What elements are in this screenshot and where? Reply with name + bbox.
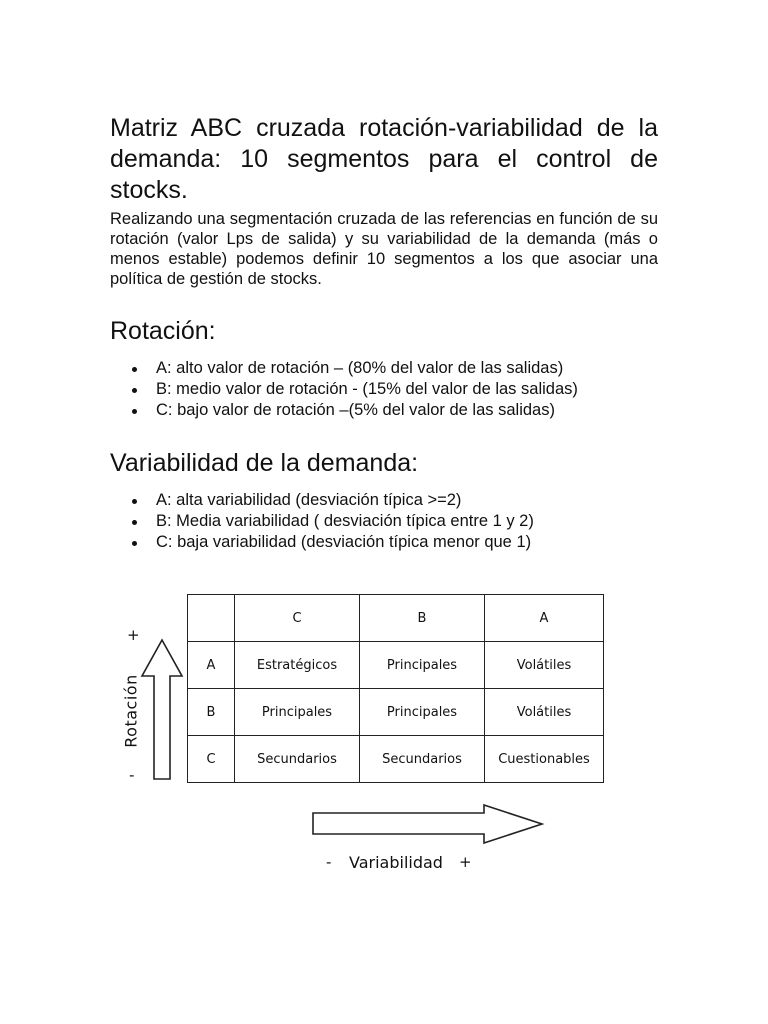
- rotacion-heading: Rotación:: [110, 317, 216, 345]
- list-item: B: medio valor de rotación - (15% del valor de las salidas): [110, 379, 578, 400]
- list-item: C: bajo valor de rotación –(5% del valor de las salidas): [110, 400, 578, 421]
- matrix-row: [188, 642, 604, 689]
- matrix-col-header: B: [360, 595, 485, 642]
- variabilidad-list: [110, 490, 534, 553]
- matrix-row-header: A: [188, 642, 235, 689]
- matrix-cell: Principales: [360, 642, 485, 689]
- matrix-cell: Estratégicos: [235, 642, 360, 689]
- variabilidad-heading: Variabilidad de la demanda:: [110, 449, 419, 477]
- rotation-plus-label: +: [127, 626, 140, 644]
- list-item: A: alta variabilidad (desviación típica >=2): [110, 490, 534, 511]
- matrix-cell: Cuestionables: [485, 736, 604, 783]
- rotation-axis-label: Rotación: [121, 674, 141, 748]
- matrix-cell: Secundarios: [360, 736, 485, 783]
- page-title: Matriz ABC cruzada rotación-variabilidad de la demanda: 10 segmentos para el control de stocks.: [110, 114, 658, 204]
- intro-paragraph: Realizando una segmentación cruzada de las referencias en función de su rotación (valor Lps de salida) y su variabilidad de la demanda (más o menos estable) podemos definir 10 segmentos a los que asociar una política de gestión de stocks.: [110, 210, 658, 288]
- variability-axis-label: Variabilidad: [349, 853, 443, 872]
- matrix-cell: Volátiles: [485, 642, 604, 689]
- matrix-cell: Principales: [235, 689, 360, 736]
- matrix-cell: Principales: [360, 689, 485, 736]
- rotacion-list: [110, 358, 578, 421]
- variability-minus-label: -: [326, 853, 332, 871]
- abc-matrix-table: [187, 594, 604, 783]
- matrix-corner-cell: [188, 595, 235, 642]
- list-item: B: Media variabilidad ( desviación típica entre 1 y 2): [110, 511, 534, 532]
- matrix-col-header: A: [485, 595, 604, 642]
- matrix-row: [188, 736, 604, 783]
- variability-arrow-icon: [313, 805, 542, 843]
- matrix-header-row: [188, 595, 604, 642]
- rotation-minus-label: -: [129, 766, 135, 784]
- rotation-arrow-icon: [142, 640, 182, 779]
- matrix-col-header: C: [235, 595, 360, 642]
- list-item: A: alto valor de rotación – (80% del valor de las salidas): [110, 358, 578, 379]
- matrix-row-header: C: [188, 736, 235, 783]
- matrix-cell: Secundarios: [235, 736, 360, 783]
- list-item: C: baja variabilidad (desviación típica menor que 1): [110, 532, 534, 553]
- matrix-row-header: B: [188, 689, 235, 736]
- matrix-row: [188, 689, 604, 736]
- matrix-cell: Volátiles: [485, 689, 604, 736]
- variability-plus-label: +: [459, 853, 472, 871]
